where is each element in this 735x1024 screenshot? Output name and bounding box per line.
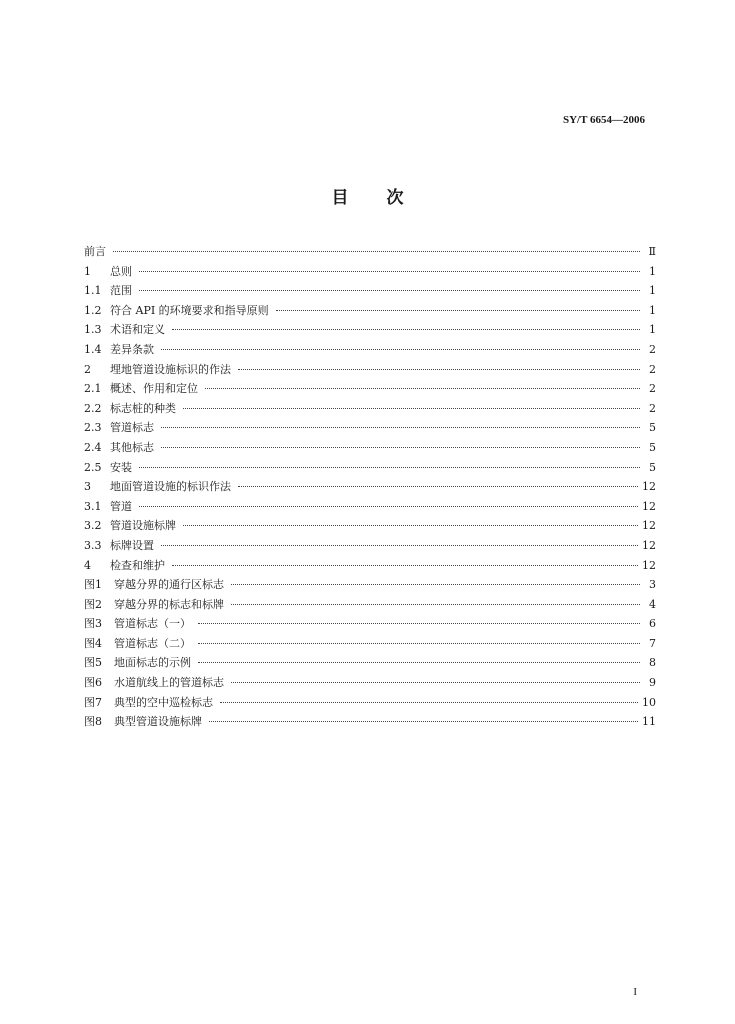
toc-entry-page: 1 (649, 303, 656, 317)
toc-entry-page: 2 (649, 342, 656, 356)
toc-entry[interactable] (84, 438, 656, 458)
toc-entry-label: 管道设施标牌 (110, 519, 176, 533)
toc-entry-page: 2 (649, 362, 656, 376)
toc-entry-page: 7 (649, 636, 656, 650)
dot-leader (198, 662, 640, 663)
toc-entry-number: 1.2 (84, 303, 102, 317)
toc-entry-label: 穿越分界的标志和标牌 (114, 597, 224, 611)
toc-entry-label: 地面管道设施的标识作法 (110, 480, 231, 494)
toc-entry-number: 图1 (84, 578, 102, 592)
toc-entry[interactable] (84, 673, 656, 693)
toc-entry[interactable] (84, 458, 656, 478)
page-number: I (633, 986, 637, 998)
toc-entry[interactable] (84, 634, 656, 654)
dot-leader (172, 565, 638, 566)
toc-entry-label: 管道标志（一） (114, 617, 191, 631)
toc-entry[interactable] (84, 556, 656, 576)
toc-entry-page: 1 (649, 284, 656, 298)
toc-entry-number: 2.2 (84, 401, 102, 415)
toc-entry-page: 12 (642, 558, 656, 572)
toc-entry-number: 3.2 (84, 519, 102, 533)
page-title: 目次 (331, 188, 442, 208)
toc-entry[interactable] (84, 379, 656, 399)
toc-entry[interactable] (84, 516, 656, 536)
dot-leader (139, 506, 638, 507)
toc-entry[interactable] (84, 281, 656, 301)
toc-entry[interactable] (84, 320, 656, 340)
toc-entry-label: 范围 (110, 284, 132, 298)
toc-entry[interactable] (84, 242, 656, 262)
dot-leader (231, 604, 640, 605)
toc-entry-label: 管道 (110, 499, 132, 513)
toc-entry-number: 3.3 (84, 538, 102, 552)
toc-entry[interactable] (84, 536, 656, 556)
toc-entry-number: 图7 (84, 695, 102, 709)
dot-leader (220, 702, 638, 703)
toc-entry-page: 12 (642, 519, 656, 533)
toc-entry-number: 图6 (84, 676, 102, 690)
toc-entry-number: 1.3 (84, 323, 102, 337)
toc-entry-page: 12 (642, 480, 656, 494)
dot-leader (238, 369, 640, 370)
dot-leader (161, 427, 640, 428)
dot-leader (139, 271, 640, 272)
dot-leader (161, 447, 640, 448)
toc-entry-number: 3 (84, 480, 91, 494)
toc-entry-number: 图3 (84, 617, 102, 631)
toc-entry-number: 图2 (84, 597, 102, 611)
toc-entry-label: 地面标志的示例 (114, 656, 191, 670)
toc-entry-page: 5 (649, 440, 656, 454)
toc-entry-label: 管道标志（二） (114, 636, 191, 650)
dot-leader (231, 682, 640, 683)
toc-entry[interactable] (84, 340, 656, 360)
toc-entry-page: 12 (642, 499, 656, 513)
toc-entry[interactable] (84, 653, 656, 673)
toc-entry-page: 2 (649, 382, 656, 396)
toc-entry-number: 2.1 (84, 382, 102, 396)
toc-entry-page: 1 (649, 264, 656, 278)
dot-leader (238, 486, 638, 487)
toc-entry-label: 安装 (110, 460, 132, 474)
toc-entry-label: 穿越分界的通行区标志 (114, 578, 224, 592)
toc-entry-page: 3 (649, 578, 656, 592)
toc-entry-page: 11 (642, 715, 656, 729)
dot-leader (172, 329, 640, 330)
toc-entry[interactable] (84, 360, 656, 380)
dot-leader (198, 643, 640, 644)
toc-entry[interactable] (84, 477, 656, 497)
toc-entry-label: 前言 (84, 245, 106, 258)
dot-leader (205, 388, 640, 389)
toc-entry[interactable] (84, 262, 656, 282)
dot-leader (161, 545, 638, 546)
dot-leader (113, 251, 640, 252)
toc-entry-page: 6 (649, 617, 656, 631)
dot-leader (139, 467, 640, 468)
toc-entry[interactable] (84, 712, 656, 732)
toc-entry[interactable] (84, 614, 656, 634)
table-of-contents (84, 242, 656, 732)
toc-entry-number: 1 (84, 264, 91, 278)
toc-entry-page: 2 (649, 401, 656, 415)
toc-entry-label: 概述、作用和定位 (110, 382, 198, 396)
toc-entry-label: 典型的空中巡检标志 (114, 695, 213, 709)
toc-entry-number: 3.1 (84, 499, 102, 513)
toc-entry-number: 2.3 (84, 421, 102, 435)
toc-entry-number: 图4 (84, 636, 102, 650)
toc-entry[interactable] (84, 693, 656, 713)
toc-entry-number: 1.1 (84, 284, 102, 298)
toc-entry[interactable] (84, 575, 656, 595)
toc-entry-page: 12 (642, 538, 656, 552)
dot-leader (209, 721, 638, 722)
dot-leader (183, 525, 638, 526)
toc-entry[interactable] (84, 399, 656, 419)
toc-entry-number: 2 (84, 362, 91, 376)
toc-entry-page: 9 (649, 676, 656, 690)
standard-code: SY/T 6654—2006 (562, 114, 645, 126)
toc-entry[interactable] (84, 418, 656, 438)
toc-entry-number: 1.4 (84, 342, 102, 356)
toc-entry-number: 2.5 (84, 460, 102, 474)
toc-entry-label: 水道航线上的管道标志 (114, 676, 224, 690)
toc-entry-page: 8 (649, 656, 656, 670)
toc-entry-label: 标牌设置 (110, 538, 154, 552)
dot-leader (231, 584, 640, 585)
toc-entry-page: 5 (649, 460, 656, 474)
toc-entry-number: 图5 (84, 656, 102, 670)
dot-leader (161, 349, 640, 350)
dot-leader (198, 623, 640, 624)
toc-entry-number: 2.4 (84, 440, 102, 454)
toc-entry-number: 4 (84, 558, 91, 572)
toc-entry-label: 管道标志 (110, 421, 154, 435)
toc-entry-page: 4 (649, 597, 656, 611)
toc-entry[interactable] (84, 497, 656, 517)
toc-entry-page: 1 (649, 323, 656, 337)
toc-entry-label: 差异条款 (110, 342, 154, 356)
dot-leader (139, 290, 640, 291)
toc-entry-label: 术语和定义 (110, 323, 165, 337)
toc-entry-label: 其他标志 (110, 440, 154, 454)
toc-entry-label: 标志桩的种类 (110, 401, 176, 415)
toc-entry-page: 5 (649, 421, 656, 435)
toc-entry-label: 埋地管道设施标识的作法 (110, 362, 231, 376)
toc-entry-page: 10 (642, 695, 656, 709)
toc-entry[interactable] (84, 301, 656, 321)
toc-entry-label: 典型管道设施标牌 (114, 715, 202, 729)
toc-entry-label: 总则 (110, 264, 132, 278)
toc-entry-page: Ⅱ (648, 245, 656, 258)
dot-leader (276, 310, 640, 311)
toc-entry-label: 检查和维护 (110, 558, 165, 572)
toc-entry[interactable] (84, 595, 656, 615)
dot-leader (183, 408, 640, 409)
toc-entry-number: 图8 (84, 715, 102, 729)
toc-entry-label: 符合 API 的环境要求和指导原则 (110, 303, 269, 317)
